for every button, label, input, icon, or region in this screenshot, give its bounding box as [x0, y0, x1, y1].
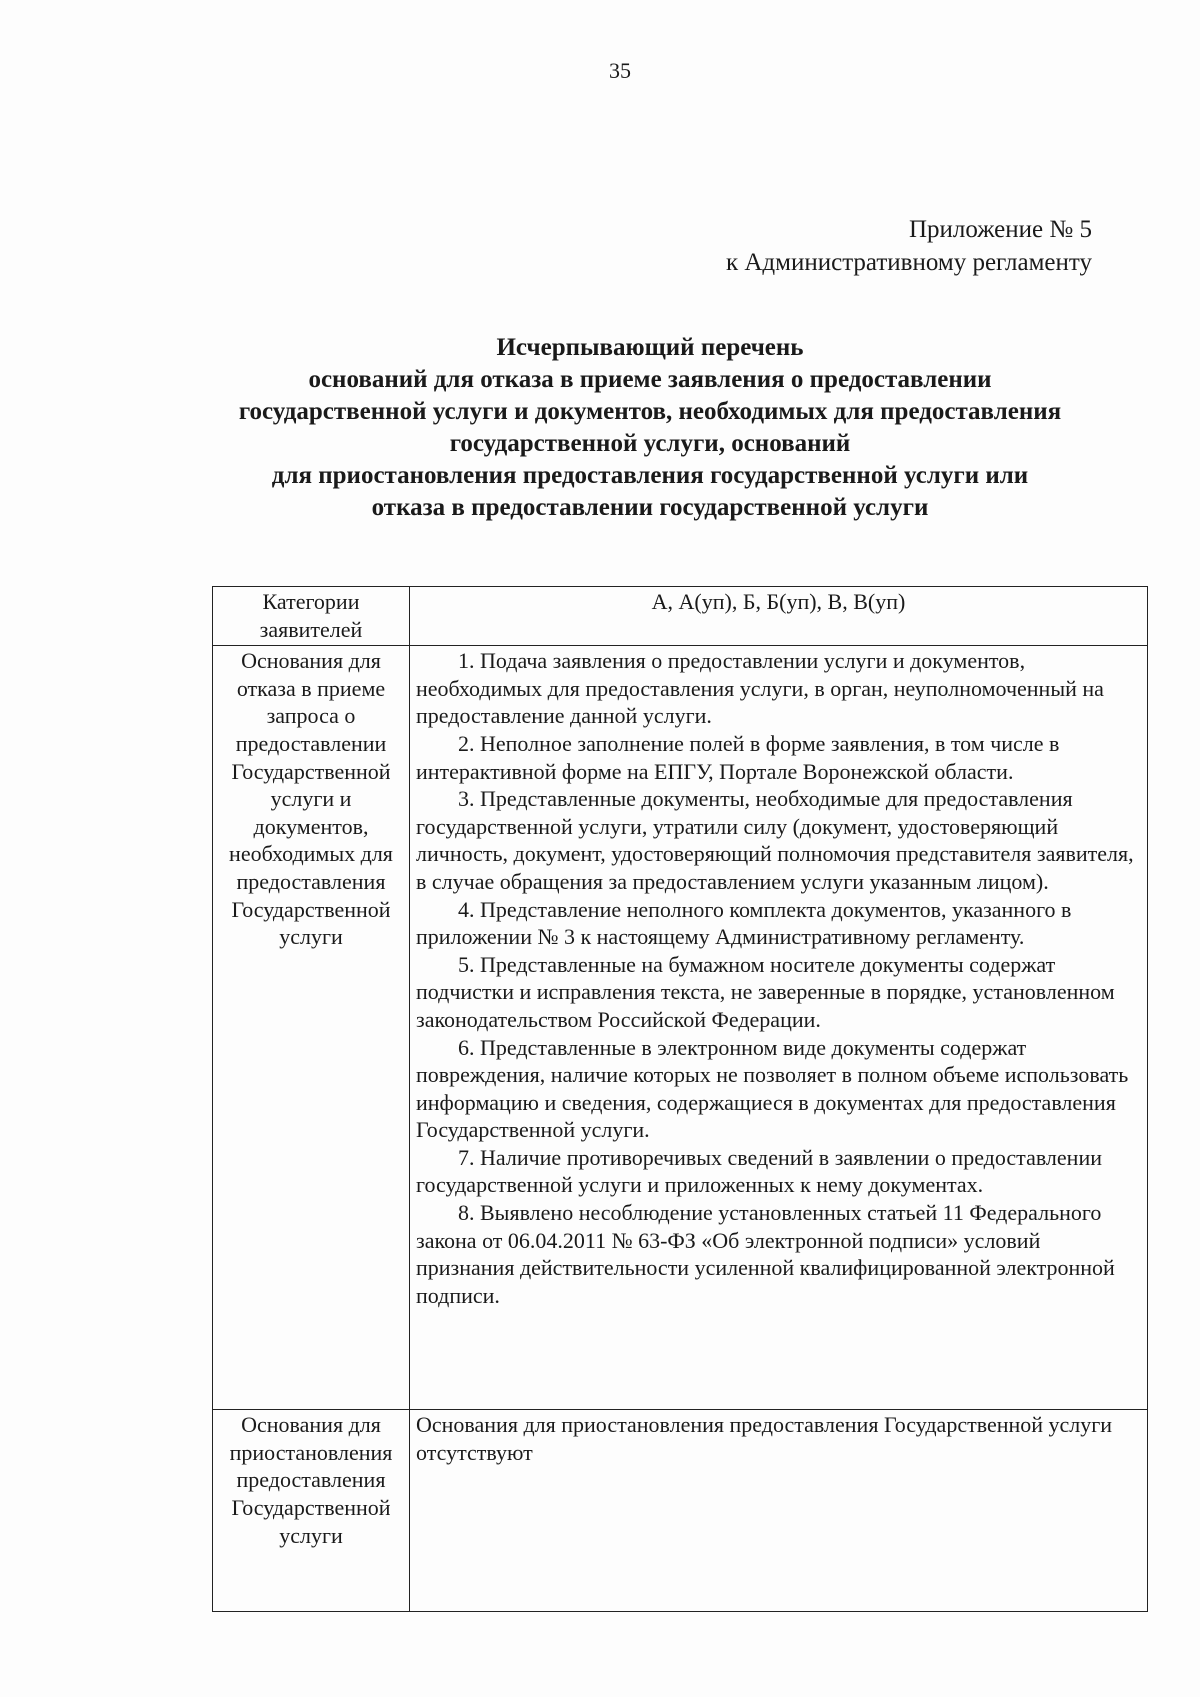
title-line: оснований для отказа в приеме заявления о предоставлении: [308, 366, 992, 393]
table-row-refusal: [213, 646, 1148, 1410]
title-line: государственной услуги, оснований: [449, 430, 851, 457]
appendix-number: Приложение № 5: [908, 216, 1092, 243]
refusal-item: 3. Представленные документы, необходимые для предоставления государственной услуги, утратили силу (документ, удостоверяющий личность, документ, удостоверяющий полномочия представителя заявителя, в случае обращения за предоставлением услуги указанным лицом).: [416, 786, 1134, 894]
suspension-text: Основания для приостановления предоставления Государственной услуги отсутствуют: [410, 1410, 1148, 1612]
refusal-item: 4. Представление неполного комплекта документов, указанного в приложении № 3 к настоящему Административному регламенту.: [416, 896, 1072, 950]
suspension-label: Основания для приостановления предоставления Государственной услуги: [213, 1410, 410, 1612]
refusal-item: 2. Неполное заполнение полей в форме заявления, в том числе в интерактивной форме на ЕПГУ, Портале Воронежской области.: [416, 730, 1060, 784]
categories-value: А, А(уп), Б, Б(уп), В, В(уп): [410, 587, 1148, 646]
page-number: 35: [609, 58, 631, 83]
title-line: отказа в предоставлении государственной услуги: [371, 494, 929, 521]
document-title: [150, 332, 1150, 524]
refusal-item: 5. Представленные на бумажном носителе документы содержат подчистки и исправления текста, не заверенные в порядке, установленном законодательством Российской Федерации.: [416, 951, 1115, 1032]
refusal-item: 8. Выявлено несоблюдение установленных статьей 11 Федерального закона от 06.04.2011 № 63-ФЗ «Об электронной подписи» условий признания действительности усиленной квалифицированной электронной подписи.: [416, 1200, 1115, 1308]
title-line: Исчерпывающий перечень: [496, 334, 804, 361]
refusal-grounds-list: [410, 646, 1148, 1410]
refusal-item: 6. Представленные в электронном виде документы содержат повреждения, наличие которых не позволяет в полном объеме использовать информацию и сведения, содержащиеся в документах для предоставления Государственной услуги.: [416, 1034, 1129, 1143]
table-row-suspension: [213, 1410, 1148, 1612]
appendix-regulation: к Административному регламенту: [725, 249, 1092, 276]
appendix-reference: [726, 213, 1092, 279]
grounds-table: [212, 586, 1148, 1612]
refusal-label: Основания для отказа в приеме запроса о предоставлении Государственной услуги и документов, необходимых для предоставления Государственной услуги: [213, 646, 410, 1410]
refusal-item: 7. Наличие противоречивых сведений в заявлении о предоставлении государственной услуги и приложенных к нему документах.: [416, 1144, 1102, 1198]
title-line: государственной услуги и документов, необходимых для предоставления: [238, 398, 1062, 425]
refusal-item: 1. Подача заявления о предоставлении услуги и документов, необходимых для предоставления услуги, в орган, неуполномоченный на предоставление данной услуги.: [416, 648, 1104, 729]
categories-label: Категории заявителей: [213, 587, 410, 646]
table-row-categories: [213, 587, 1148, 646]
title-line: для приостановления предоставления государственной услуги или: [271, 462, 1029, 489]
